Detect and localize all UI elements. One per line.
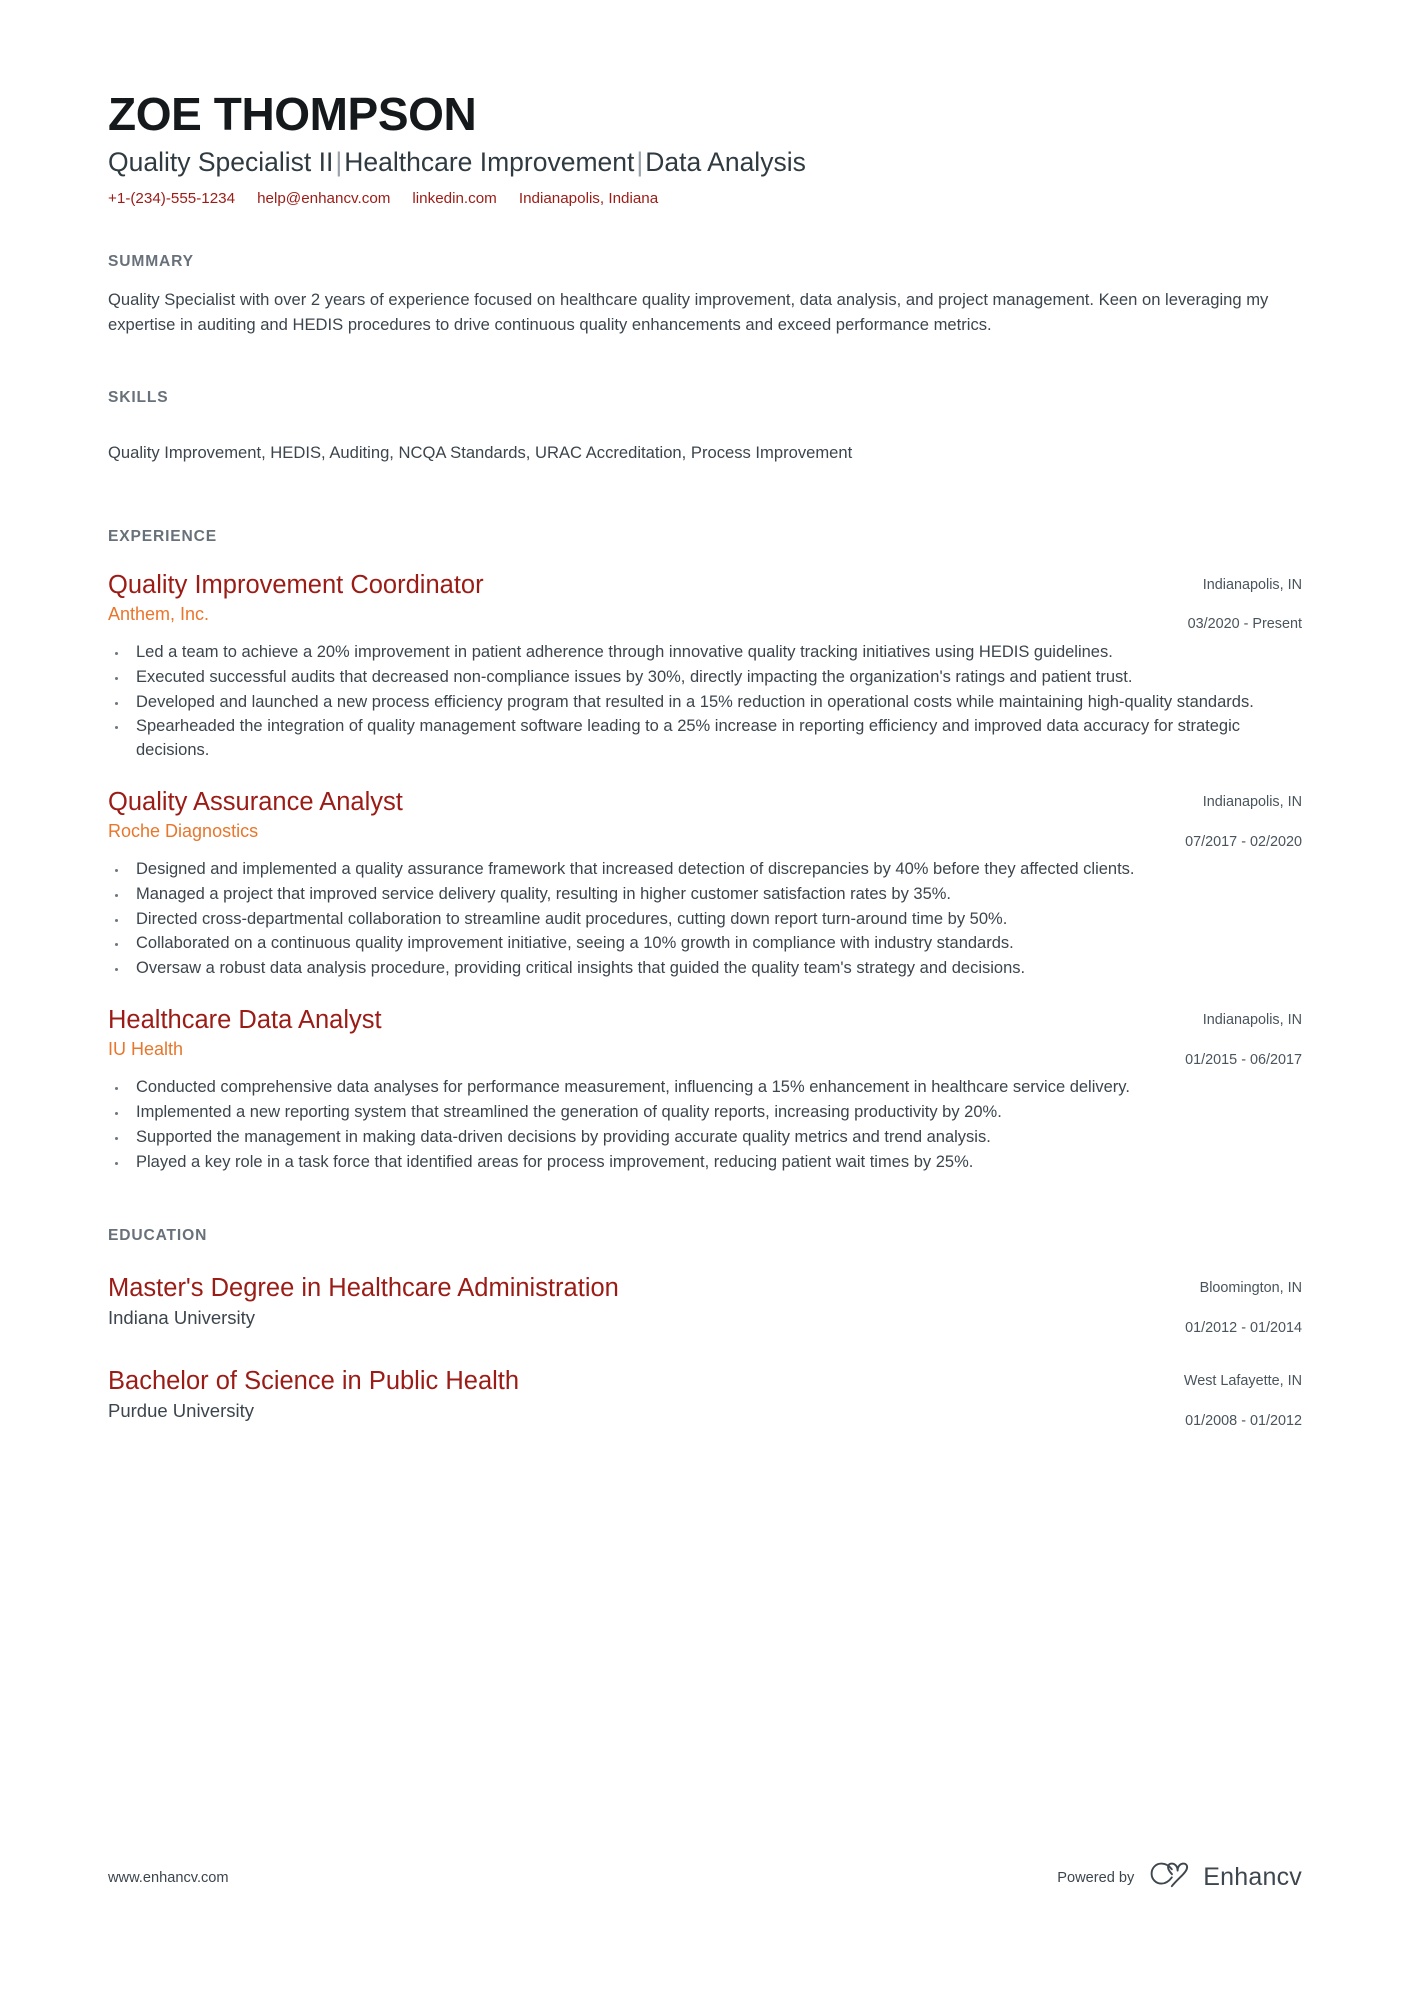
- experience-role: Quality Assurance Analyst: [108, 787, 403, 816]
- footer-branding: [1057, 1862, 1302, 1893]
- education-school: Indiana University: [108, 1307, 256, 1329]
- headline-part-1: Quality Specialist II: [108, 147, 334, 178]
- experience-company: Roche Diagnostics: [108, 820, 259, 841]
- education-dates: 01/2012 - 01/2014: [1185, 1320, 1302, 1337]
- bullet-item: Conducted comprehensive data analyses for performance measurement, influencing a 15% enhancement in healthcare service delivery.: [108, 1076, 1302, 1100]
- experience-dates: 01/2015 - 06/2017: [1185, 1051, 1302, 1068]
- experience-dates: 07/2017 - 02/2020: [1185, 833, 1302, 850]
- section-experience: [108, 466, 1302, 1175]
- section-summary: [108, 209, 1302, 337]
- experience-company: IU Health: [108, 1039, 184, 1060]
- contact-bar: [108, 189, 1302, 209]
- headline-separator-1: |: [335, 147, 343, 178]
- contact-linkedin[interactable]: linkedin.com: [412, 190, 497, 208]
- section-heading-experience: EXPERIENCE: [108, 527, 218, 545]
- experience-company: Anthem, Inc.: [108, 603, 210, 624]
- bullet-item: Supported the management in making data-driven decisions by providing accurate quality metrics and trend analysis.: [108, 1126, 1302, 1150]
- experience-dates: 03/2020 - Present: [1187, 616, 1302, 633]
- powered-by-label: Powered by: [1057, 1869, 1135, 1886]
- footer-website-url[interactable]: www.enhancv.com: [108, 1869, 229, 1886]
- bullet-item: Developed and launched a new process efficiency program that resulted in a 15% reduction in operational costs while maintaining high-quality standards.: [108, 691, 1302, 715]
- education-degree: Bachelor of Science in Public Health: [108, 1366, 520, 1395]
- education-school: Purdue University: [108, 1399, 255, 1421]
- section-heading-summary: SUMMARY: [108, 252, 194, 270]
- skills-text: Quality Improvement, HEDIS, Auditing, NCQA Standards, URAC Accreditation, Process Improvement: [108, 443, 853, 463]
- experience-bullets: [108, 1076, 1302, 1174]
- bullet-item: Implemented a new reporting system that streamlined the generation of quality reports, increasing productivity by 20%.: [108, 1101, 1302, 1125]
- experience-entry: [108, 787, 1302, 981]
- headline-part-2: Healthcare Improvement: [344, 147, 635, 178]
- experience-role: Quality Improvement Coordinator: [108, 570, 484, 599]
- headline-separator-2: |: [636, 147, 644, 178]
- experience-location: Indianapolis, IN: [1202, 576, 1302, 593]
- bullet-item: Spearheaded the integration of quality management software leading to a 25% increase in reporting efficiency and improved data accuracy for strategic decisions.: [108, 715, 1302, 763]
- summary-text: Quality Specialist with over 2 years of experience focused on healthcare quality improvement, data analysis, and project management. Keen on leveraging my expertise in auditing and HEDIS procedures to drive continuous quality enhancements and exceed performance metrics.: [108, 289, 1269, 334]
- candidate-headline: [108, 146, 1302, 180]
- education-entry: [108, 1273, 1302, 1337]
- bullet-item: Designed and implemented a quality assurance framework that increased detection of discrepancies by 40% before they affected clients.: [108, 858, 1302, 882]
- bullet-item: Executed successful audits that decreased non-compliance issues by 30%, directly impacting the organization's ratings and patient trust.: [108, 666, 1302, 690]
- resume-footer: [108, 1862, 1302, 1893]
- enhancv-logo-icon: [1150, 1862, 1194, 1893]
- experience-entry-header: [108, 1005, 1302, 1069]
- contact-phone[interactable]: +1-(234)-555-1234: [108, 190, 236, 208]
- education-location: Bloomington, IN: [1199, 1280, 1302, 1297]
- section-education: [108, 1175, 1302, 1430]
- bullet-item: Managed a project that improved service delivery quality, resulting in higher customer satisfaction rates by 35%.: [108, 883, 1302, 907]
- candidate-name: ZOE THOMPSON: [108, 88, 477, 140]
- contact-location: Indianapolis, Indiana: [518, 190, 659, 208]
- bullet-item: Led a team to achieve a 20% improvement in patient adherence through innovative quality tracking initiatives using HEDIS guidelines.: [108, 641, 1302, 665]
- enhancv-brand-name: Enhancv: [1203, 1863, 1302, 1891]
- resume-header: [108, 0, 1302, 209]
- experience-bullets: [108, 641, 1302, 763]
- experience-bullets: [108, 858, 1302, 981]
- headline-part-3: Data Analysis: [645, 147, 806, 178]
- bullet-item: Oversaw a robust data analysis procedure, providing critical insights that guided the quality team's strategy and decisions.: [108, 957, 1302, 981]
- bullet-item: Played a key role in a task force that identified areas for process improvement, reducing patient wait times by 25%.: [108, 1151, 1302, 1175]
- education-entry: [108, 1366, 1302, 1430]
- bullet-item: Directed cross-departmental collaboration to streamline audit procedures, cutting down report turn-around time by 50%.: [108, 908, 1302, 932]
- section-skills: [108, 337, 1302, 466]
- section-heading-education: EDUCATION: [108, 1227, 208, 1245]
- experience-entry: [108, 1005, 1302, 1174]
- education-dates: 01/2008 - 01/2012: [1185, 1412, 1302, 1429]
- education-degree: Master's Degree in Healthcare Administration: [108, 1274, 619, 1303]
- experience-location: Indianapolis, IN: [1202, 1011, 1302, 1028]
- education-entry-header: [108, 1273, 1302, 1337]
- experience-entry: [108, 570, 1302, 763]
- experience-location: Indianapolis, IN: [1202, 793, 1302, 810]
- experience-entry-header: [108, 787, 1302, 851]
- experience-entry-header: [108, 570, 1302, 634]
- education-entry-header: [108, 1366, 1302, 1430]
- bullet-item: Collaborated on a continuous quality improvement initiative, seeing a 10% growth in compliance with industry standards.: [108, 932, 1302, 956]
- section-heading-skills: SKILLS: [108, 389, 169, 407]
- education-location: West Lafayette, IN: [1183, 1372, 1302, 1389]
- contact-email[interactable]: help@enhancv.com: [257, 190, 391, 208]
- experience-role: Healthcare Data Analyst: [108, 1005, 382, 1034]
